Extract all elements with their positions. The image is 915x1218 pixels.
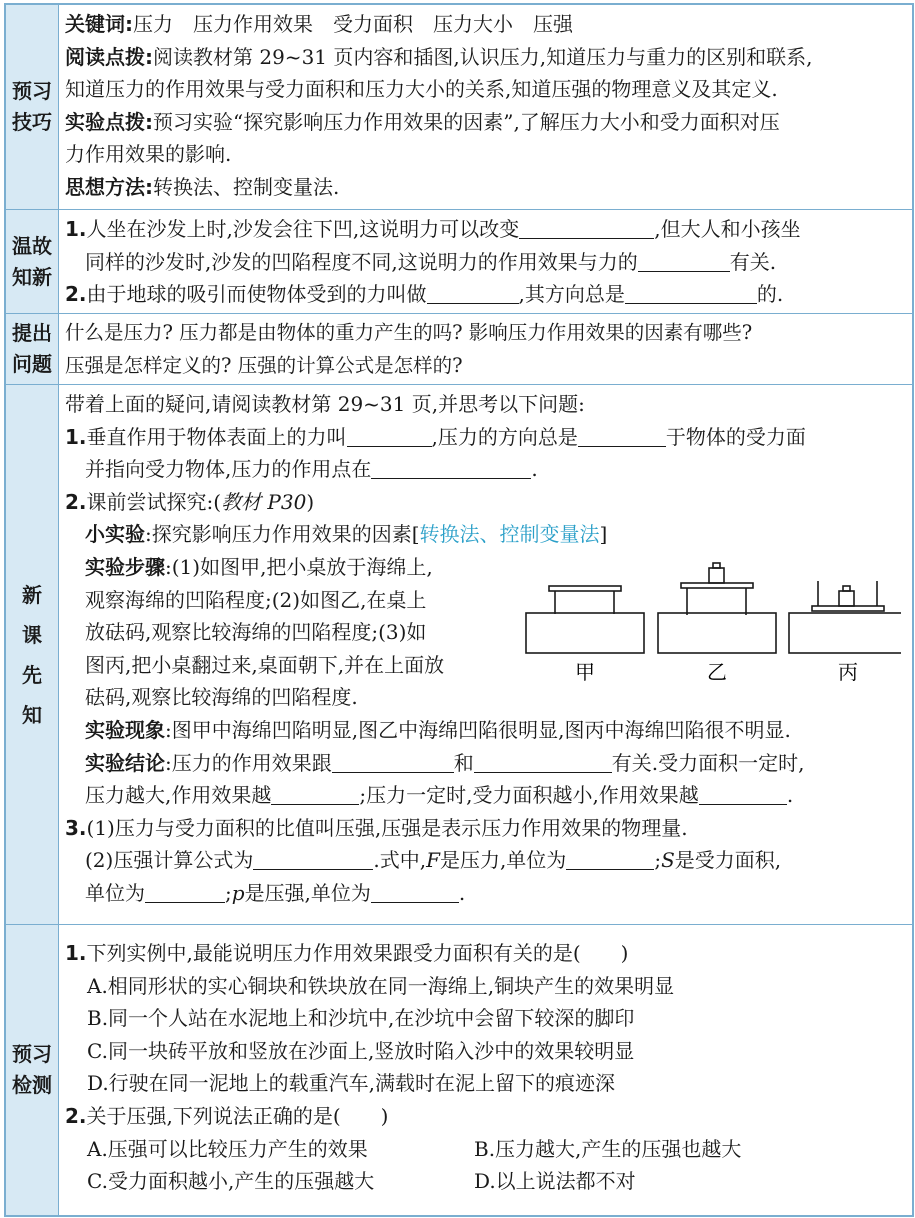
answer-blank[interactable] [578,424,666,447]
lesson-q3-text: ; [654,848,662,873]
method-text: 转换法、控制变量法. [153,174,340,199]
label-line: 检测 [12,1073,52,1097]
conclusion-text: . [786,783,794,808]
lesson-q3-text: 是受力面积, [674,848,782,873]
label-line: 先 [22,662,42,687]
reading-tip-label: 阅读点拨: [65,44,153,69]
question-number: 1. [65,424,87,449]
row-review [6,210,912,314]
experiment-tip-line2: 力作用效果的影响. [65,142,232,167]
answer-blank[interactable] [699,782,787,805]
lesson-q3-text: 是压力,单位为 [439,848,567,873]
lesson-q3-text: 单位为 [85,880,145,905]
reading-tip-line1: 阅读教材第 29~31 页内容和插图,认识压力,知道压力与重力的区别和联系, [153,44,813,69]
conclusion-text: 有关.受力面积一定时, [611,750,805,775]
step-line: 图丙,把小桌翻过来,桌面朝下,并在上面放 [85,652,445,677]
method-highlight: 转换法、控制变量法 [419,522,600,547]
intro-text: 带着上面的疑问,请阅读教材第 29~31 页,并思考以下问题: [65,392,585,416]
answer-blank[interactable] [625,281,757,304]
row-questions [6,314,912,385]
answer-blank[interactable] [638,249,730,272]
answer-blank[interactable] [474,750,612,773]
review-q1-text: ,但大人和小孩坐 [654,217,801,241]
worksheet-table [4,3,914,1217]
answer-blank[interactable] [566,847,654,870]
experiment-figure [521,551,906,714]
row-new-lesson [6,385,912,925]
conclusion-label: 实验结论 [85,750,165,775]
lesson-q1-text: 垂直作用于物体表面上的力叫 [86,424,347,449]
answer-blank[interactable] [145,880,225,903]
label-line: 技巧 [12,110,52,134]
conclusion-text: :压力的作用效果跟 [165,750,332,775]
answer-blank[interactable] [271,782,359,805]
lesson-q3-text: .式中, [373,848,427,873]
caption-bing: 丙 [838,659,858,684]
lesson-q3-text: (1)压力与受力面积的比值叫压强,压强是表示压力作用效果的物理量. [86,815,688,840]
question-number: 2. [65,282,87,307]
review-q1-text: 有关. [729,249,777,274]
table-top-jia [549,586,621,591]
step-line: :(1)如图甲,把小桌放于海绵上, [165,554,433,579]
weight-knob [713,563,720,568]
experiment-steps [85,551,521,714]
caption-jia: 甲 [575,659,595,684]
lesson-q1-text: 于物体的受力面 [665,424,806,449]
question-line: 压强是怎样定义的? 压强的计算公式是怎样的? [65,353,463,377]
weight-bing [839,591,854,606]
new-lesson-content [59,385,912,924]
label-line: 预习 [12,79,52,103]
label-preview-tips [6,5,59,209]
review-q2-text: 由于地球的吸引而使物体受到的力叫做 [86,282,427,307]
answer-blank[interactable] [347,424,432,447]
review-q1-text: 人坐在沙发上时,沙发会往下凹,这说明力可以改变 [86,217,520,241]
steps-label: 实验步骤 [85,554,165,579]
lesson-q1-text: ,压力的方向总是 [431,424,578,449]
conclusion-text: 和 [453,750,474,775]
keywords-label: 关键词: [65,12,133,36]
review-q1-text: 同样的沙发时,沙发的凹陷程度不同,这说明力的作用效果与力的 [85,249,638,274]
answer-blank[interactable] [519,216,654,239]
row-preview-check [6,925,912,1215]
steps-with-figure [65,551,906,714]
lesson-q3-text: ; [225,880,232,905]
lesson-q2-text: 课前尝试探究:( [86,489,222,514]
option-d[interactable]: D.以上说法都不对 [474,1169,636,1194]
option-a[interactable]: A.相同形状的实心铜块和铁块放在同一海绵上,铜块产生的效果明显 [87,973,675,998]
answer-blank[interactable] [371,456,531,479]
weight-yi [709,568,724,583]
phenomenon-label: 实验现象 [85,717,165,742]
sponge-jia [526,613,644,653]
question-number: 2. [65,489,87,514]
conclusion-text: ;压力一定时,受力面积越小,作用效果越 [359,783,699,808]
option-d[interactable]: D.行驶在同一泥地上的载重汽车,满载时在泥上留下的痕迹深 [87,1071,616,1096]
label-preview-check [6,925,59,1215]
step-line: 观察海绵的凹陷程度;(2)如图乙,在桌上 [85,587,427,612]
label-line: 新 [22,582,42,607]
label-line: 预习 [12,1042,52,1066]
question-number: 1. [65,941,87,965]
check-q1-stem: 下列实例中,最能说明压力作用效果跟受力面积有关的是( ) [86,941,629,965]
label-line: 课 [22,622,42,647]
answer-blank[interactable] [371,880,459,903]
reading-tip-line2: 知道压力的作用效果与受力面积和压力大小的关系,知道压强的物理意义及其定义. [65,77,778,102]
small-experiment-text: :探究影响压力作用效果的因素[ [145,522,420,547]
keywords-text: 压力 压力作用效果 受力面积 压力大小 压强 [133,12,573,36]
lesson-q3-text: 是压强,单位为 [244,880,371,905]
label-line: 提出 [12,321,52,345]
label-review [6,210,59,313]
caption-yi: 乙 [707,659,727,684]
option-b[interactable]: B.压力越大,产生的压强也越大 [474,1136,742,1161]
option-c[interactable]: C.同一块砖平放和竖放在沙面上,竖放时陷入沙中的效果较明显 [87,1038,635,1063]
textbook-reference: 教材 P30 [221,489,307,514]
small-experiment-label: 小实验 [85,522,145,547]
symbol-S: S [661,848,675,873]
lesson-q3-text: (2)压强计算公式为 [85,848,254,873]
sponge-bing [789,613,901,653]
preview-tips-content [59,5,912,209]
symbol-F: F [426,848,440,873]
lesson-q1-text: 并指向受力物体,压力的作用点在 [85,457,372,482]
row-preview-tips [6,5,912,210]
option-b[interactable]: B.同一个人站在水泥地上和沙坑中,在沙坑中会留下较深的脚印 [87,1006,635,1031]
question-line: 什么是压力? 压力都是由物体的重力产生的吗? 影响压力作用效果的因素有哪些? [65,321,753,344]
lesson-q1-text: . [531,457,538,482]
label-questions [6,314,59,384]
question-number: 1. [65,217,87,241]
step-line: 砝码,观察比较海绵的凹陷程度. [85,685,358,710]
answer-blank[interactable] [253,847,373,870]
answer-blank[interactable] [332,750,454,773]
question-number: 2. [65,1103,87,1128]
label-new-lesson [6,385,59,924]
option-a[interactable]: A.压强可以比较压力产生的效果 [87,1136,368,1161]
lesson-q3-text: . [458,880,466,905]
sponge-yi [658,613,776,653]
questions-content [59,314,912,384]
answer-blank[interactable] [427,281,519,304]
weight-knob [843,586,850,591]
preview-check-content [59,925,912,1215]
review-q2-text: 的. [756,282,784,307]
question-number: 3. [65,815,87,840]
review-content [59,210,912,313]
conclusion-text: 压力越大,作用效果越 [85,783,272,808]
label-line: 问题 [12,352,52,376]
label-line: 知 [22,702,42,727]
method-label: 思想方法: [65,174,153,199]
label-line: 知新 [12,264,52,289]
experiment-tip-label: 实验点拨: [65,109,153,134]
small-experiment-text: ] [599,522,608,547]
option-c[interactable]: C.受力面积越小,产生的压强越大 [87,1169,375,1194]
label-line: 温故 [12,233,52,258]
experiment-tip-line1: 预习实验“探究影响压力作用效果的因素”,了解压力大小和受力面积对压 [153,109,780,134]
symbol-p: p [231,880,245,905]
check-q2-stem: 关于压强,下列说法正确的是( ) [86,1103,389,1128]
phenomenon-text: :图甲中海绵凹陷明显,图乙中海绵凹陷很明显,图丙中海绵凹陷很不明显. [165,717,791,742]
step-line: 放砝码,观察比较海绵的凹陷程度;(3)如 [85,620,427,645]
lesson-q2-text: ) [306,489,315,514]
experiment-figure-svg [521,551,901,696]
review-q2-text: ,其方向总是 [518,282,625,307]
